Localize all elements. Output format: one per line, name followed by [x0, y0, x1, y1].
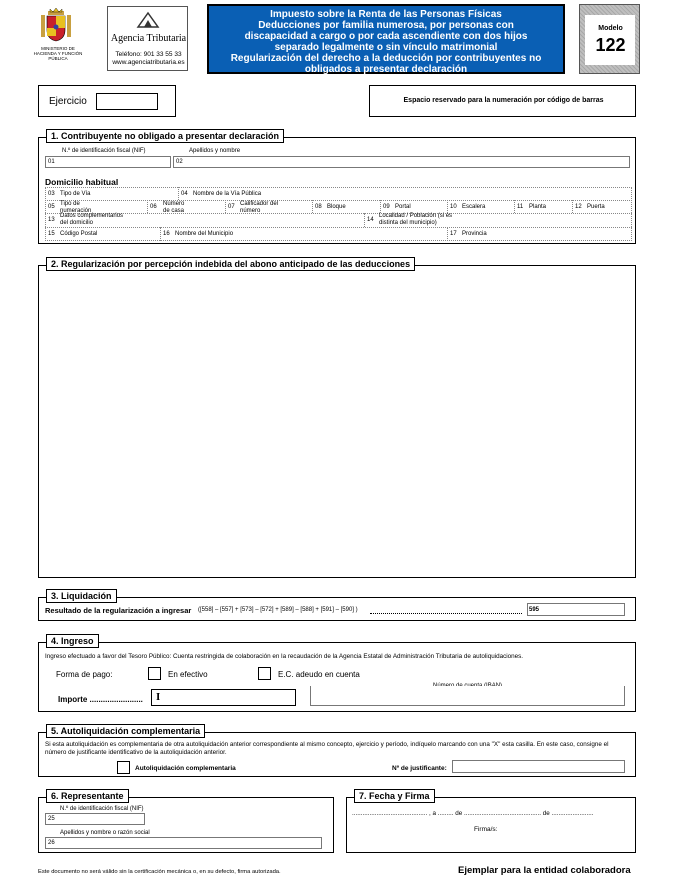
box-01: 01: [48, 159, 55, 165]
box-595: 595: [529, 607, 540, 613]
agency-box: [107, 6, 188, 71]
municipio-label[interactable]: Nombre del Municipio: [175, 231, 234, 237]
section-5-title: 5. Autoliquidación complementaria: [46, 724, 205, 738]
modelo-label: Modelo: [598, 25, 623, 32]
justificante-label: Nº de justificante:: [392, 765, 447, 772]
efectivo-label: En efectivo: [168, 670, 208, 679]
complementaria-checkbox[interactable]: [117, 761, 130, 774]
title-line-5: Regularización del derecho a la deducción por contribuyentes no: [230, 53, 542, 64]
agency-name: Agencia Tributaria: [110, 33, 187, 44]
adeudo-label: E.C. adeudo en cuenta: [278, 670, 360, 679]
box-08: 08: [315, 204, 322, 210]
rep-nombre-field[interactable]: [45, 837, 322, 849]
section-3-title: 3. Liquidación: [46, 589, 117, 603]
title-line-2: Deducciones por familia numerosa, por personas con: [258, 20, 514, 31]
dot-leader: [370, 613, 522, 614]
title-line-6: obligados a presentar declaración: [304, 64, 468, 75]
bloque-label[interactable]: Bloque: [327, 204, 346, 210]
box-09: 09: [383, 204, 390, 210]
localidad-label[interactable]: Localidad / Población (si es distinta del municipio): [379, 213, 453, 226]
modelo-box: [579, 4, 640, 74]
coat-of-arms-icon: [38, 7, 74, 45]
ejercicio-box: [38, 85, 176, 117]
section-2[interactable]: [38, 265, 636, 578]
section-4-title: 4. Ingreso: [46, 634, 99, 648]
ministry-label: MINISTERIO DE HACIENDA Y FUNCIÓN PÚBLICA: [33, 46, 83, 61]
barcode-area: [369, 85, 636, 117]
escalera-label[interactable]: Escalera: [462, 204, 486, 210]
box-12: 12: [575, 204, 582, 210]
box-14: 14: [367, 217, 374, 223]
firma-label: Firma/s:: [474, 826, 498, 833]
calif-label[interactable]: Calificador del número: [240, 201, 279, 214]
box-02: 02: [176, 159, 183, 165]
box-16: 16: [163, 231, 170, 237]
importe-label: Importe ........................: [58, 695, 143, 704]
footer-note: Este documento no será válido sin la certificación mecánica o, en su defecto, firma autorizada.: [38, 869, 281, 875]
box-595-field[interactable]: [527, 603, 625, 616]
rep-nombre-label: Apellidos y nombre o razón social: [60, 830, 150, 836]
box-06: 06: [150, 204, 157, 210]
title-line-3: discapacidad a cargo o por cada ascendiente con dos hijos: [244, 31, 528, 42]
importe-field[interactable]: [151, 689, 296, 706]
box-05: 05: [48, 204, 55, 210]
tipo-num-label[interactable]: Tipo de numeración: [60, 201, 92, 214]
box-07: 07: [228, 204, 235, 210]
agency-web: www.agenciatributaria.es: [112, 59, 185, 66]
box-04: 04: [181, 191, 188, 197]
box-26: 26: [48, 840, 55, 846]
provincia-label[interactable]: Provincia: [462, 231, 487, 237]
box-15: 15: [48, 231, 55, 237]
tipo-via-label[interactable]: Tipo de Vía: [60, 191, 91, 197]
rep-nif-field[interactable]: [45, 813, 145, 825]
nif-field[interactable]: [45, 156, 171, 168]
agency-logo-icon: [136, 11, 160, 29]
domicilio-grid: [45, 187, 632, 241]
cp-label[interactable]: Código Postal: [60, 231, 98, 237]
num-casa-label[interactable]: Número de casa: [163, 201, 185, 214]
domicilio-heading: Domicilio habitual: [45, 177, 119, 187]
efectivo-checkbox[interactable]: [148, 667, 161, 680]
footer-copy: Ejemplar para la entidad colaboradora: [458, 865, 631, 876]
nombre-label: Apellidos y nombre: [189, 148, 241, 154]
box-03: 03: [48, 191, 55, 197]
date-line[interactable]: ........................................... , a ......... de ............................................ de ........................: [352, 810, 594, 817]
portal-label[interactable]: Portal: [395, 204, 411, 210]
nombre-via-label[interactable]: Nombre de la Vía Pública: [193, 191, 262, 197]
ejercicio-label: Ejercicio: [49, 96, 87, 107]
ejercicio-field[interactable]: [96, 93, 158, 110]
section-2-title: 2. Regularización por percepción indebida del abono anticipado de las deducciones: [46, 257, 415, 271]
title-line-4: separado legalmente o sin vínculo matrimonial: [274, 42, 498, 53]
forma-pago-label: Forma de pago:: [56, 670, 113, 679]
importe-box-label: I: [156, 691, 161, 703]
title-line-1: Impuesto sobre la Renta de las Personas Físicas: [270, 9, 502, 20]
form-title-box: [207, 4, 565, 74]
ingreso-desc: Ingreso efectuado a favor del Tesoro Público: Cuenta restringida de colaboración en la recaudación de la Agencia Estatal de Administración Tributaria de autoliquidaciones.: [45, 653, 524, 660]
planta-label[interactable]: Planta: [529, 204, 547, 210]
nombre-field[interactable]: [173, 156, 630, 168]
box-17: 17: [450, 231, 457, 237]
adeudo-checkbox[interactable]: [258, 667, 271, 680]
puerta-label[interactable]: Puerta: [587, 204, 605, 210]
modelo-number: 122: [595, 35, 626, 55]
complementaria-label: Autoliquidación complementaria: [135, 765, 236, 772]
justificante-field[interactable]: [452, 760, 625, 773]
box-13: 13: [48, 217, 55, 223]
datos-comp-label[interactable]: Datos complementarios del domicilio: [60, 213, 124, 226]
nif-label: N.º de identificación fiscal (NIF): [62, 148, 146, 154]
section-1-title: 1. Contribuyente no obligado a presentar declaración: [46, 129, 284, 143]
result-label: Resultado de la regularización a ingresar: [45, 606, 192, 615]
complementaria-desc: Si esta autoliquidación es complementaria de otra autoliquidación anterior correspondiente al mismo concepto, ejercicio y período, indíquelo marcando con una "X" esta casilla. En este caso, consigne el número de justificante identificativo de la autoliquidación anterior.: [45, 741, 609, 756]
box-10: 10: [450, 204, 457, 210]
iban-field[interactable]: [310, 686, 625, 706]
box-25: 25: [48, 816, 55, 822]
section-7-title: 7. Fecha y Firma: [354, 789, 435, 803]
result-formula: ([558] – [557] + [573] – [572] + [589] – [588] + [591] – [590] ): [198, 607, 358, 613]
barcode-text: Espacio reservado para la numeración por código de barras: [403, 97, 604, 104]
section-7: [346, 797, 636, 853]
agency-phone: Teléfono: 901 33 55 33: [115, 51, 182, 58]
box-11: 11: [517, 204, 524, 210]
rep-nif-label: N.º de identificación fiscal (NIF): [60, 806, 144, 812]
section-6-title: 6. Representante: [46, 789, 129, 803]
